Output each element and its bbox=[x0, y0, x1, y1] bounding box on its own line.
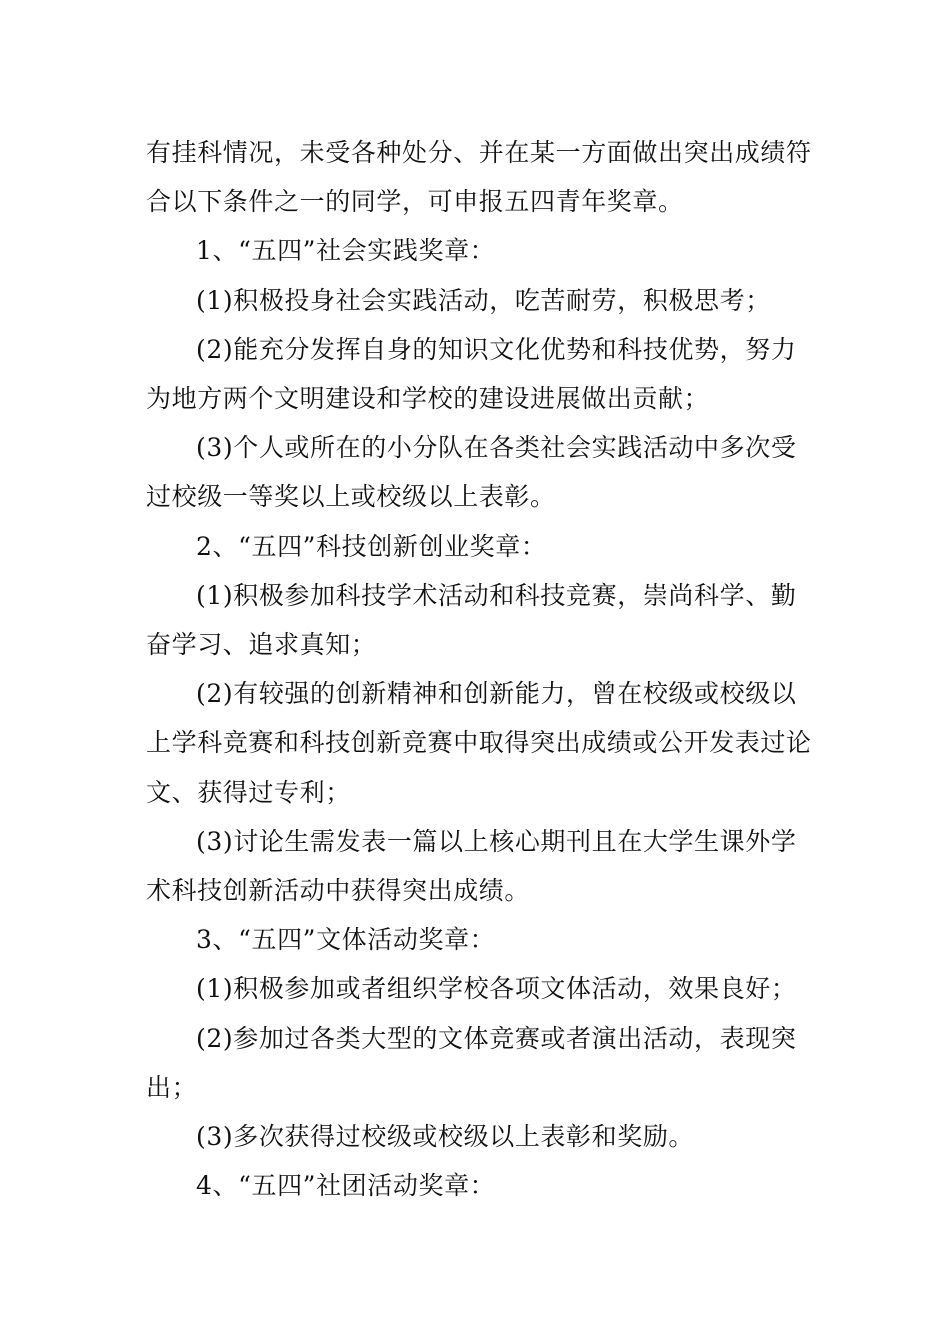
list-item: (1)积极参加或者组织学校各项文体活动，效果良好； bbox=[196, 974, 797, 1004]
section-heading-2: 2、“五四”科技创新创业奖章： bbox=[196, 531, 547, 561]
section-heading-4: 4、“五四”社团活动奖章： bbox=[196, 1171, 496, 1201]
document-body bbox=[146, 128, 812, 1210]
section-heading-1: 1、“五四”社会实践奖章： bbox=[196, 236, 496, 266]
list-item: (1)积极投身社会实践活动，吃苦耐劳，积极思考； bbox=[196, 285, 771, 315]
list-item: (3)多次获得过校级或校级以上表彰和奖励。 bbox=[196, 1122, 695, 1152]
paragraph-1: 有挂科情况，未受各种处分、并在某一方面做出突出成绩符合以下条件之一的同学，可申报五四青年奖章。 bbox=[146, 138, 812, 217]
list-item: (2)能充分发挥自身的知识文化优势和科技优势，努力为地方两个文明建设和学校的建设进展做出贡献； bbox=[146, 334, 797, 414]
section-heading-3: 3、“五四”文体活动奖章： bbox=[196, 925, 496, 955]
list-item: (2)有较强的创新精神和创新能力，曾在校级或校级以上学科竞赛和科技创新竞赛中取得突出成绩或公开发表过论文、获得过专利； bbox=[146, 679, 812, 807]
list-item: (3)讨论生需发表一篇以上核心期刊且在大学生课外学术科技创新活动中获得突出成绩。 bbox=[146, 826, 797, 906]
list-item: (1)积极参加科技学术活动和科技竞赛，崇尚科学、勤奋学习、追求真知； bbox=[146, 580, 797, 660]
list-item: (3)个人或所在的小分队在各类社会实践活动中多次受过校级一等奖以上或校级以上表彰。 bbox=[146, 433, 797, 512]
list-item: (2)参加过各类大型的文体竞赛或者演出活动，表现突出； bbox=[146, 1023, 797, 1102]
